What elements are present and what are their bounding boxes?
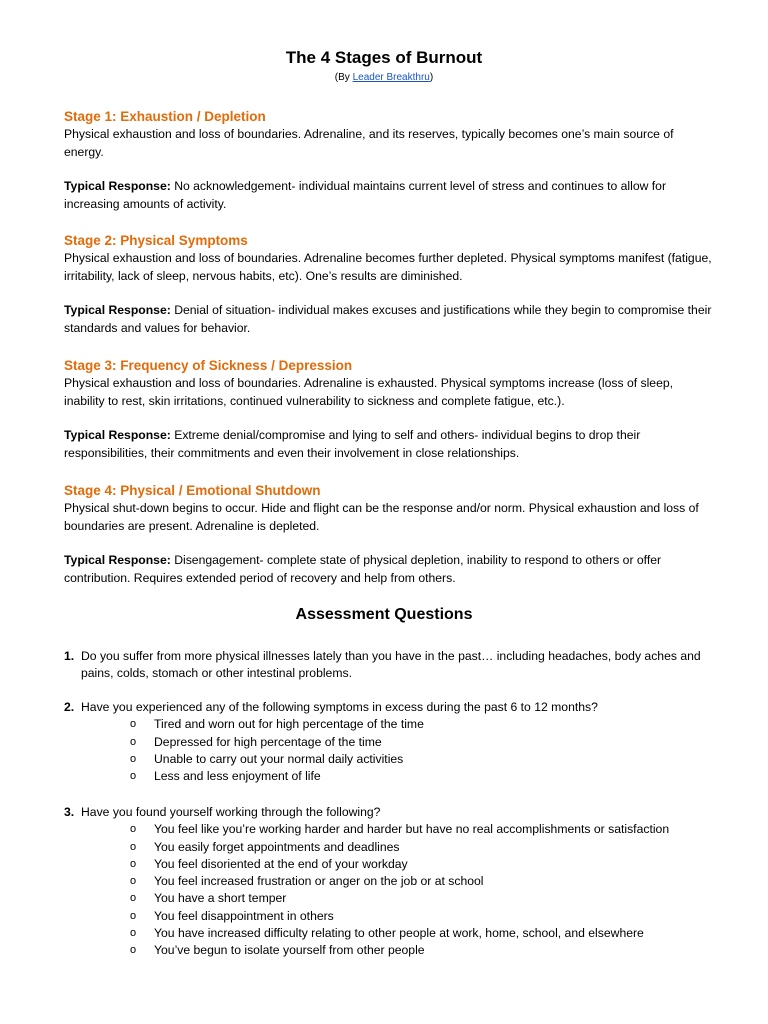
hollow-bullet-icon: o bbox=[130, 752, 137, 765]
list-item-text: You have a short temper bbox=[154, 891, 287, 906]
hollow-bullet-icon: o bbox=[130, 944, 137, 957]
stage-1 bbox=[64, 108, 714, 213]
document-title: The 4 Stages of Burnout bbox=[285, 48, 483, 67]
typical-response bbox=[64, 552, 714, 587]
list-item bbox=[64, 856, 714, 873]
hollow-bullet-icon: o bbox=[130, 718, 137, 731]
hollow-bullet-icon: o bbox=[130, 875, 137, 888]
list-item bbox=[64, 925, 714, 942]
list-item bbox=[64, 821, 714, 838]
question-text: Do you suffer from more physical illnesses lately than you have in the past… including headaches, body aches and pains, colds, stomach or other intestinal problems. bbox=[81, 649, 701, 681]
question-number: 2. bbox=[64, 700, 75, 714]
hollow-bullet-icon: o bbox=[130, 857, 137, 870]
symptom-list bbox=[64, 716, 714, 785]
list-item-text: Depressed for high percentage of the time bbox=[154, 734, 382, 749]
response-label: Typical Response: bbox=[64, 179, 171, 193]
response-text: Denial of situation- individual makes excuses and justifications while they begin to compromise their standards and values for behavior. bbox=[64, 303, 712, 335]
question-text: Have you found yourself working through the following? bbox=[81, 805, 381, 819]
list-item bbox=[64, 890, 714, 907]
byline-suffix: ) bbox=[429, 72, 434, 83]
list-item bbox=[64, 873, 714, 890]
stage-2 bbox=[64, 232, 714, 337]
response-text: No acknowledgement- individual maintains current level of stress and continues to allow for increasing amounts of activity. bbox=[64, 179, 667, 211]
hollow-bullet-icon: o bbox=[130, 770, 137, 783]
typical-response bbox=[64, 178, 714, 213]
stage-heading: Stage 2: Physical Symptoms bbox=[64, 233, 248, 248]
hollow-bullet-icon: o bbox=[130, 909, 137, 922]
question-3 bbox=[64, 804, 714, 960]
stage-description: Physical exhaustion and loss of boundaries. Adrenaline is exhausted. Physical symptoms increase (loss of sleep, inability to rest, skin irritations, continued vulnerability to sickness and complete fatigue, etc.). bbox=[64, 376, 674, 408]
response-text: Extreme denial/compromise and lying to self and others- individual begins to drop their responsibilities, their commitments and even their involvement in close relationships. bbox=[64, 428, 641, 460]
stage-description: Physical shut-down begins to occur. Hide and flight can be the response and/or norm. Physical exhaustion and loss of boundaries are present. Adrenaline is depleted. bbox=[64, 501, 699, 533]
list-item-text: Less and less enjoyment of life bbox=[154, 769, 321, 784]
hollow-bullet-icon: o bbox=[130, 840, 137, 853]
question-text: Have you experienced any of the following symptoms in excess during the past 6 to 12 months? bbox=[81, 700, 598, 714]
hollow-bullet-icon: o bbox=[130, 892, 137, 905]
question-1 bbox=[64, 648, 714, 683]
list-item-text: You feel like you’re working harder and harder but have no real accomplishments or satisfaction bbox=[154, 822, 670, 837]
stage-description: Physical exhaustion and loss of boundaries. Adrenaline, and its reserves, typically becomes one’s main source of energy. bbox=[64, 127, 674, 159]
list-item bbox=[64, 908, 714, 925]
list-item-text: You feel increased frustration or anger on the job or at school bbox=[154, 874, 484, 889]
stage-description: Physical exhaustion and loss of boundaries. Adrenaline becomes further depleted. Physical symptoms manifest (fatigue, irritability, lack of sleep, nervous habits, etc). One’s results are diminished. bbox=[64, 251, 712, 283]
list-item-text: You feel disoriented at the end of your workday bbox=[154, 856, 408, 871]
question-number: 1. bbox=[64, 649, 75, 663]
list-item-text: You easily forget appointments and deadlines bbox=[154, 839, 400, 854]
typical-response bbox=[64, 427, 714, 462]
response-label: Typical Response: bbox=[64, 553, 171, 567]
typical-response bbox=[64, 302, 714, 337]
response-label: Typical Response: bbox=[64, 303, 171, 317]
list-item-text: Tired and worn out for high percentage of the time bbox=[154, 717, 424, 732]
list-item bbox=[64, 751, 714, 768]
list-item-text: Unable to carry out your normal daily activities bbox=[154, 751, 404, 766]
response-label: Typical Response: bbox=[64, 428, 171, 442]
list-item bbox=[64, 942, 714, 959]
stage-heading: Stage 3: Frequency of Sickness / Depression bbox=[64, 358, 353, 373]
hollow-bullet-icon: o bbox=[130, 927, 137, 940]
stage-3 bbox=[64, 357, 714, 462]
hollow-bullet-icon: o bbox=[130, 735, 137, 748]
byline bbox=[0, 72, 768, 83]
stage-4 bbox=[64, 482, 714, 587]
list-item bbox=[64, 839, 714, 856]
response-text: Disengagement- complete state of physical depletion, inability to respond to others or offer contribution. Requires extended period of recovery and help from others. bbox=[64, 553, 662, 585]
byline-prefix: (By bbox=[334, 72, 353, 83]
hollow-bullet-icon: o bbox=[130, 823, 137, 836]
question-2 bbox=[64, 699, 714, 785]
list-item bbox=[64, 716, 714, 733]
stage-heading: Stage 4: Physical / Emotional Shutdown bbox=[64, 483, 321, 498]
list-item bbox=[64, 768, 714, 785]
stage-heading: Stage 1: Exhaustion / Depletion bbox=[64, 109, 266, 124]
list-item-text: You have increased difficulty relating to other people at work, home, school, and elsewhere bbox=[154, 926, 644, 941]
list-item-text: You feel disappointment in others bbox=[154, 908, 334, 923]
list-item-text: You’ve begun to isolate yourself from other people bbox=[154, 943, 425, 958]
leader-breakthru-link[interactable]: Leader Breakthru bbox=[352, 72, 430, 83]
assessment-title: Assessment Questions bbox=[295, 606, 473, 623]
symptom-list bbox=[64, 821, 714, 959]
question-number: 3. bbox=[64, 805, 75, 819]
list-item bbox=[64, 734, 714, 751]
